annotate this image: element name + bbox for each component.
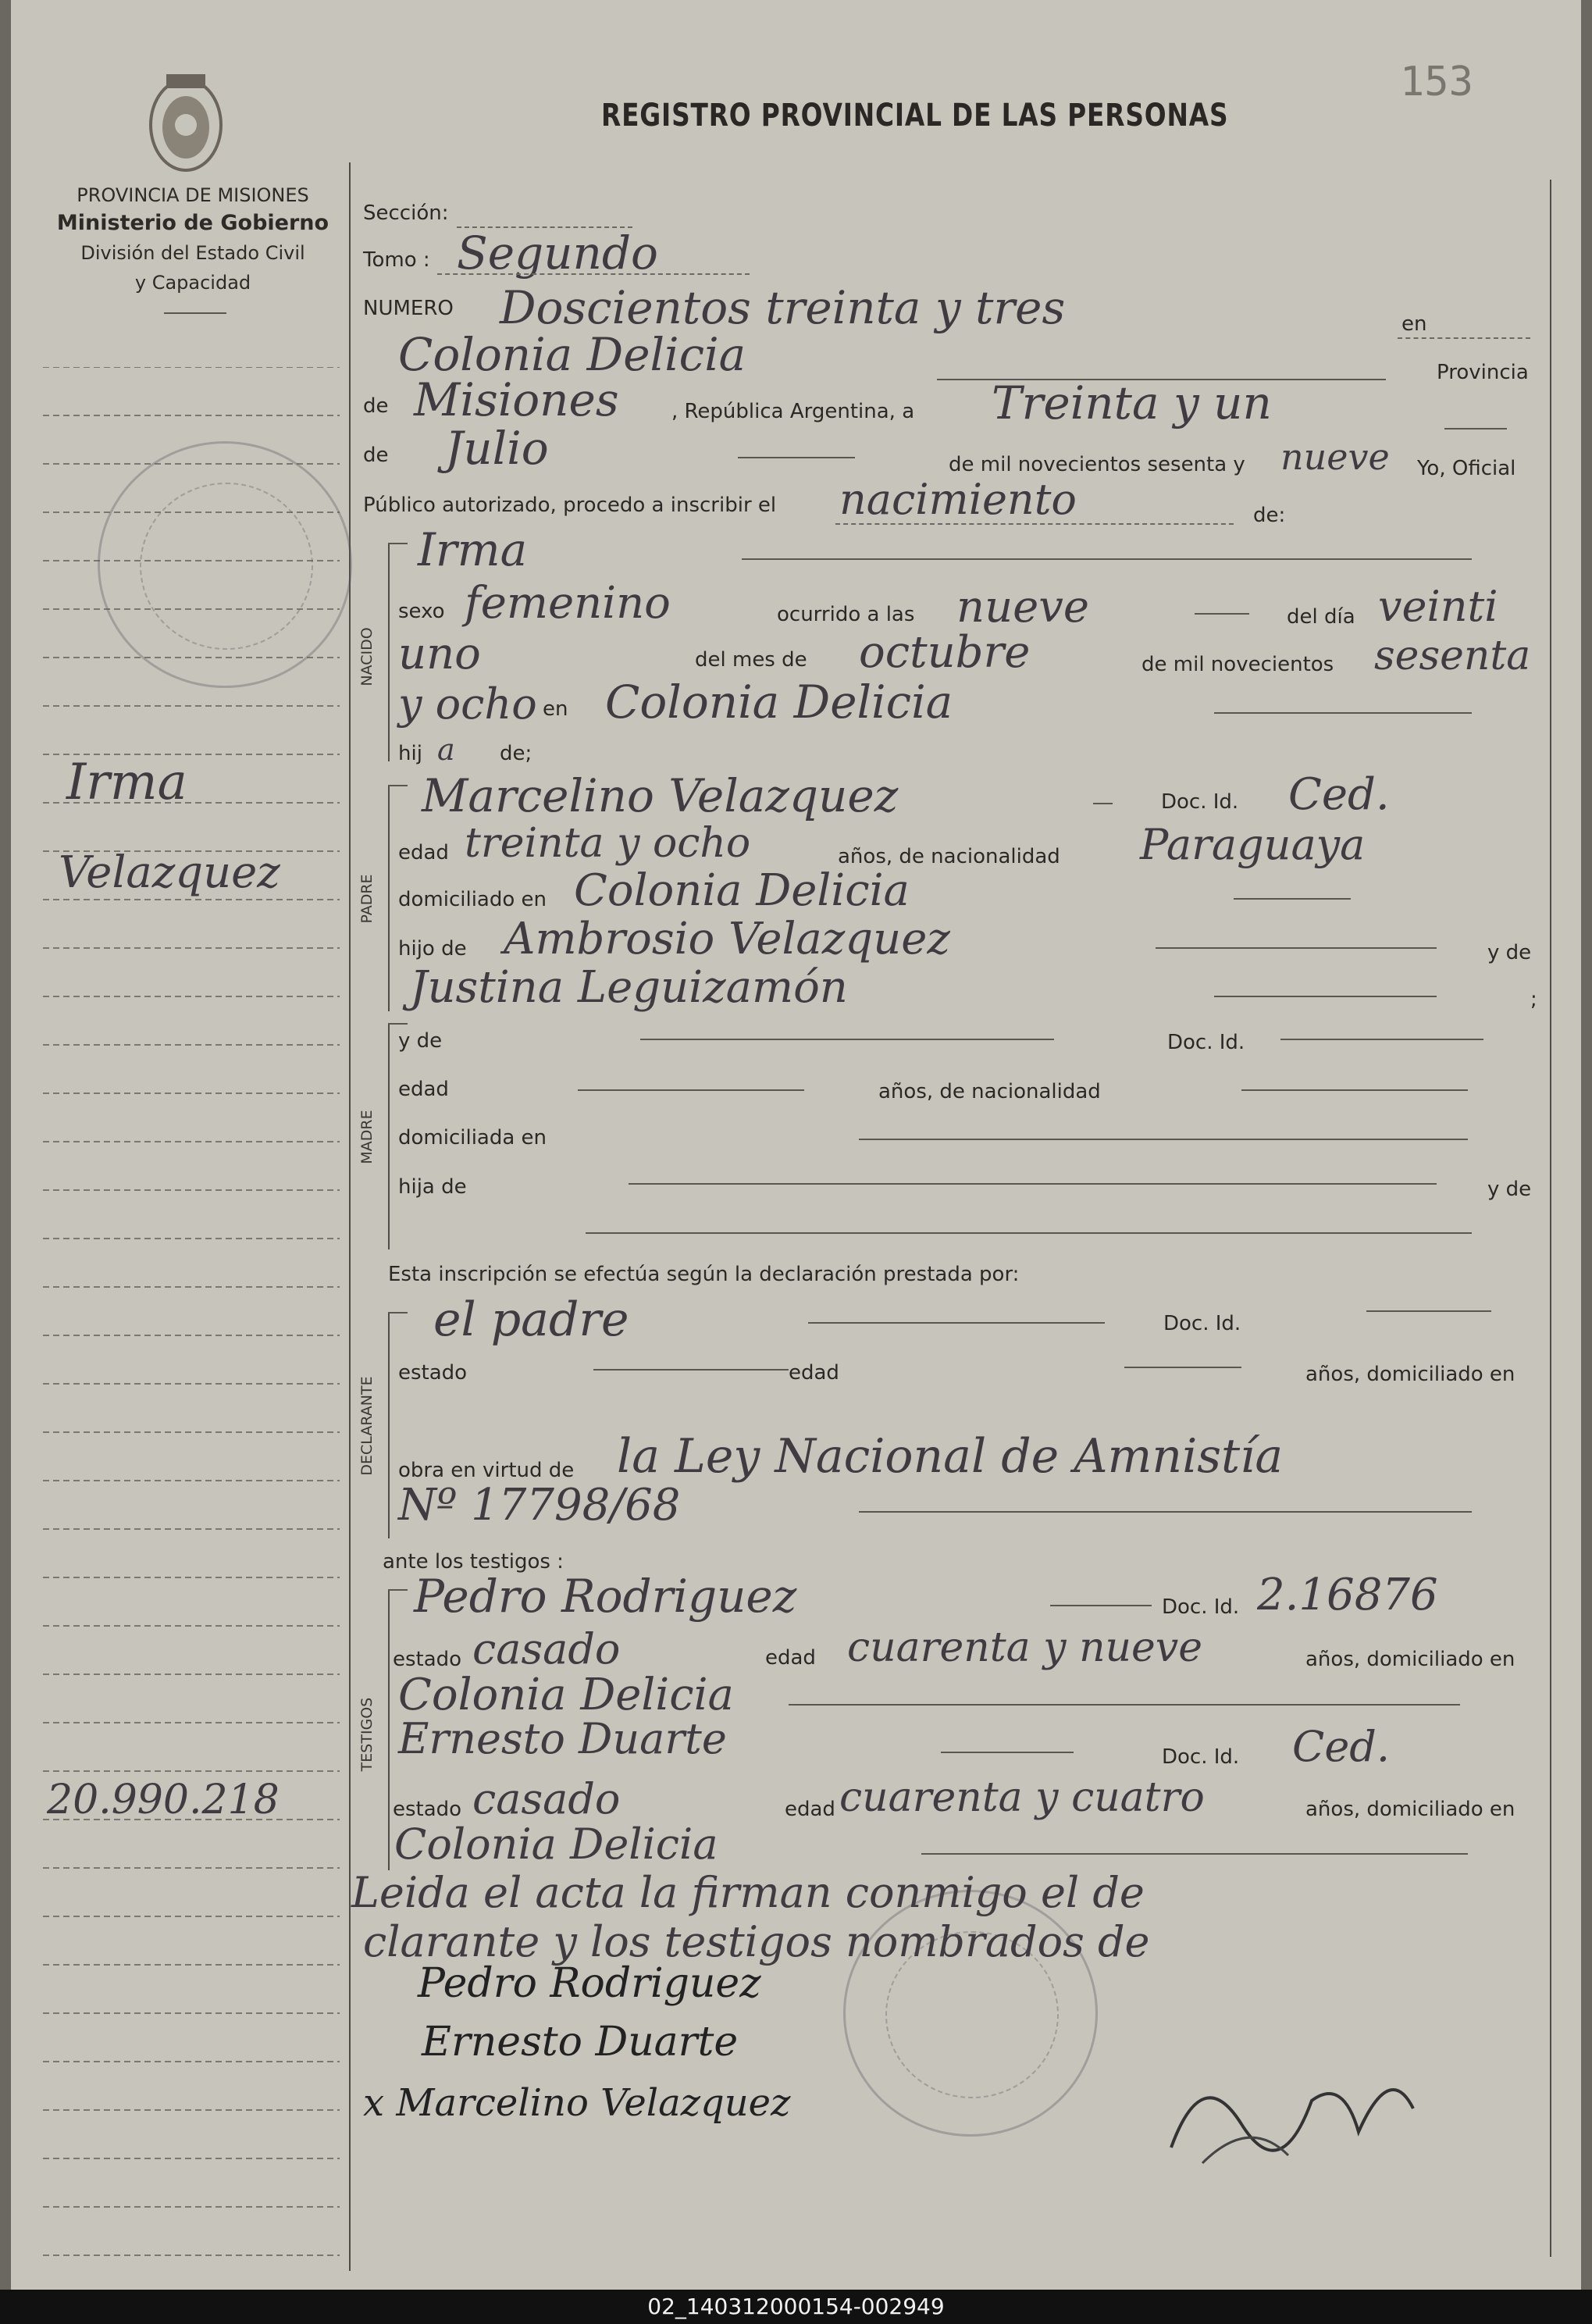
value-t1-edad: cuarenta y nueve [847, 1624, 1202, 1671]
label-semicolon: ; [1530, 988, 1537, 1011]
line-estado-declarante [593, 1369, 789, 1371]
page-title: REGISTRO PROVINCIAL DE LAS PERSONAS [601, 98, 1229, 134]
value-provincia: Misiones [414, 373, 619, 426]
line-ley-num [859, 1511, 1472, 1513]
footer-filename: 02_140312000154-002949 [647, 2294, 945, 2319]
value-t1-dom: Colonia Delicia [398, 1670, 734, 1720]
line-madre-edad [578, 1089, 804, 1091]
value-t2-nombre: Ernesto Duarte [398, 1714, 727, 1763]
side-label-nacido: NACIDO [358, 627, 376, 686]
value-declarante: el padre [433, 1292, 629, 1347]
bracket-testigos [388, 1589, 390, 1870]
label-republica: , República Argentina, a [671, 400, 915, 423]
value-numero: Doscientos treinta y tres [500, 281, 1066, 334]
line-t2-dom [921, 1853, 1468, 1855]
value-anio: nueve [1280, 436, 1390, 478]
side-label-madre: MADRE [358, 1110, 376, 1164]
value-anio-nac-1: sesenta [1374, 633, 1531, 679]
label-anos-dom-t2: años, domiciliado en [1305, 1798, 1515, 1821]
label-y-de-madre-2: y de [1487, 1178, 1532, 1201]
line-tomo [437, 273, 750, 275]
label-y-de-padre: y de [1487, 941, 1532, 964]
label-dom-padre: domiciliado en [398, 888, 547, 911]
label-edad-madre: edad [398, 1078, 449, 1101]
line-en [1398, 337, 1530, 339]
line-doc-declarante [1366, 1310, 1491, 1312]
label-obra: obra en virtud de [398, 1459, 575, 1482]
label-del-dia: del día [1287, 605, 1355, 629]
label-en-nac: en [543, 697, 568, 721]
label-ocurrido: ocurrido a las [777, 603, 915, 626]
signature-witness-2: Ernesto Duarte [422, 2019, 739, 2066]
signature-official [1156, 2030, 1452, 2202]
label-edad-t1: edad [765, 1646, 816, 1670]
line-madre-doc [1280, 1039, 1483, 1040]
label-en: en [1401, 312, 1427, 336]
value-ley-num: Nº 17798/68 [398, 1480, 681, 1531]
value-anio-nac-2: y ocho [398, 679, 537, 729]
bracket-testigos-top [388, 1589, 408, 1591]
closing-line-1: Leida el acta la firman conmigo el de [351, 1868, 1145, 1917]
label-estado-t2: estado [393, 1798, 462, 1821]
line-acto [835, 523, 1234, 525]
office-ministry: Ministerio de Gobierno [56, 211, 329, 235]
value-abuelo: Ambrosio Velazquez [504, 914, 950, 964]
value-sexo: femenino [465, 578, 671, 629]
label-del-mes: del mes de [695, 648, 807, 672]
margin-name-last: Velazquez [59, 847, 280, 898]
line-mes [738, 457, 855, 458]
bracket-madre-top [388, 1023, 408, 1025]
value-mes-nac: octubre [859, 627, 1031, 678]
label-publico: Público autorizado, procedo a inscribir el [363, 494, 777, 517]
value-padre-doc: Ced. [1288, 769, 1390, 820]
office-divider [164, 312, 226, 314]
page-number: 153 [1400, 59, 1473, 105]
label-edad-t2: edad [785, 1798, 835, 1821]
value-nombre: Irma [418, 523, 528, 576]
label-doc-declarante: Doc. Id. [1163, 1312, 1241, 1335]
line-madre-nombre [640, 1039, 1054, 1040]
label-ante: ante los testigos : [383, 1550, 564, 1574]
label-anos-dom-t1: años, domiciliado en [1305, 1648, 1515, 1671]
label-numero: NUMERO [363, 297, 454, 320]
side-label-padre: PADRE [358, 874, 376, 924]
office-province: PROVINCIA DE MISIONES [77, 184, 309, 206]
label-de-semi: de; [500, 742, 532, 765]
value-t2-doc: Ced. [1292, 1722, 1391, 1771]
label-estado-declarante: estado [398, 1361, 468, 1385]
value-abuela: Justina Leguizamón [410, 962, 848, 1013]
value-t1-estado: casado [472, 1624, 621, 1673]
line-madre-nac [1241, 1089, 1468, 1091]
signature-witness-1: Pedro Rodriguez [418, 1960, 761, 2007]
label-y-de-madre: y de [398, 1029, 443, 1053]
closing-line-2: clarante y los testigos nombrados de [363, 1917, 1150, 1966]
label-tomo: Tomo : [363, 248, 430, 272]
label-de-mil-nov: de mil novecientos [1141, 653, 1334, 676]
label-sexo: sexo [398, 600, 445, 623]
label-dom-madre: domiciliada en [398, 1126, 547, 1150]
registry-stamp-left [98, 441, 352, 688]
value-dia-nac-2: uno [398, 629, 481, 679]
value-tomo: Segundo [457, 226, 658, 280]
bracket-padre-top [388, 785, 408, 786]
bracket-padre [388, 785, 390, 1011]
label-anos-nac-madre: años, de nacionalidad [878, 1080, 1101, 1103]
line-nombre [742, 558, 1472, 560]
signature-declarant: x Marcelino Velazquez [363, 2081, 791, 2125]
value-padre-edad: treinta y ocho [465, 820, 751, 867]
value-t1-nombre: Pedro Rodriguez [414, 1570, 797, 1623]
line-edad-declarante [1124, 1367, 1241, 1368]
value-t2-dom: Colonia Delicia [394, 1820, 718, 1869]
line-padre-dom [1234, 898, 1351, 900]
value-acto: nacimiento [839, 475, 1077, 524]
label-edad-declarante: edad [789, 1361, 839, 1385]
bracket-declarante [388, 1312, 390, 1538]
label-doc-madre: Doc. Id. [1167, 1031, 1245, 1054]
label-anos-nac-padre: años, de nacionalidad [838, 845, 1060, 868]
label-anos-dom-declarante: años, domiciliado en [1305, 1363, 1515, 1386]
value-ley: la Ley Nacional de Amnistía [617, 1429, 1284, 1484]
value-lugar-nac: Colonia Delicia [605, 675, 953, 729]
label-de-mil: de mil novecientos sesenta y [949, 453, 1245, 476]
label-estado-t1: estado [393, 1648, 462, 1671]
line-madre-padres-2 [586, 1232, 1472, 1234]
value-hora: nueve [956, 582, 1090, 633]
value-t2-estado: casado [472, 1774, 621, 1823]
label-doc-t1: Doc. Id. [1162, 1595, 1240, 1619]
line-abuelo [1156, 947, 1437, 949]
office-capacity: y Capacidad [134, 272, 251, 294]
coat-of-arms-seal [143, 66, 229, 176]
value-hij-letter: a [437, 732, 455, 767]
line-dia [1444, 428, 1507, 430]
side-label-testigos: TESTIGOS [358, 1697, 376, 1772]
line-madre-padres-1 [629, 1183, 1437, 1185]
label-doc-padre: Doc. Id. [1161, 790, 1239, 814]
bracket-nacido [388, 543, 390, 761]
value-mes: Julio [445, 422, 549, 475]
bracket-declarante-top [388, 1312, 408, 1313]
side-label-declarante: DECLARANTE [358, 1376, 376, 1476]
label-hija-de: hija de [398, 1175, 467, 1199]
label-de-1: de [363, 394, 389, 418]
line-madre-dom [859, 1139, 1468, 1140]
bracket-nacido-top [388, 543, 408, 544]
line-declarante [808, 1322, 1105, 1324]
label-yo-oficial: Yo, Oficial [1417, 457, 1516, 480]
line-lugar-nac [1214, 712, 1472, 714]
office-division: División del Estado Civil [80, 242, 305, 264]
label-declaracion: Esta inscripción se efectúa según la declaración prestada por: [388, 1263, 1020, 1286]
value-padre-nombre: Marcelino Velazquez [422, 769, 899, 822]
label-hijo-de: hijo de [398, 937, 467, 961]
label-de-2: de [363, 444, 389, 467]
value-dia: Treinta y un [992, 376, 1272, 430]
line-padre-dash [1093, 803, 1113, 804]
line-t1-dom [789, 1704, 1460, 1706]
value-padre-dom: Colonia Delicia [574, 865, 910, 916]
label-edad-padre: edad [398, 841, 449, 864]
line-t2-nombre [941, 1752, 1074, 1753]
label-doc-t2: Doc. Id. [1162, 1745, 1240, 1769]
label-de-colon: de: [1253, 504, 1286, 527]
value-padre-nac: Paraguaya [1140, 820, 1366, 869]
label-provincia: Provincia [1437, 361, 1529, 384]
value-t1-doc: 2.16876 [1257, 1570, 1438, 1620]
value-t2-edad: cuarenta y cuatro [839, 1774, 1205, 1821]
label-seccion: Sección: [363, 201, 449, 225]
line-t1-nombre [1050, 1605, 1152, 1606]
bracket-madre [388, 1023, 390, 1249]
margin-number: 20.990.218 [47, 1777, 280, 1823]
value-lugar: Colonia Delicia [398, 328, 746, 381]
margin-name-first: Irma [66, 754, 187, 811]
right-border-line [1550, 180, 1551, 2257]
value-dia-nac-1: veinti [1378, 582, 1498, 631]
label-hij: hij [398, 742, 422, 765]
line-abuela [1214, 996, 1437, 997]
line-hora [1195, 613, 1249, 615]
margin-line [349, 162, 351, 2271]
